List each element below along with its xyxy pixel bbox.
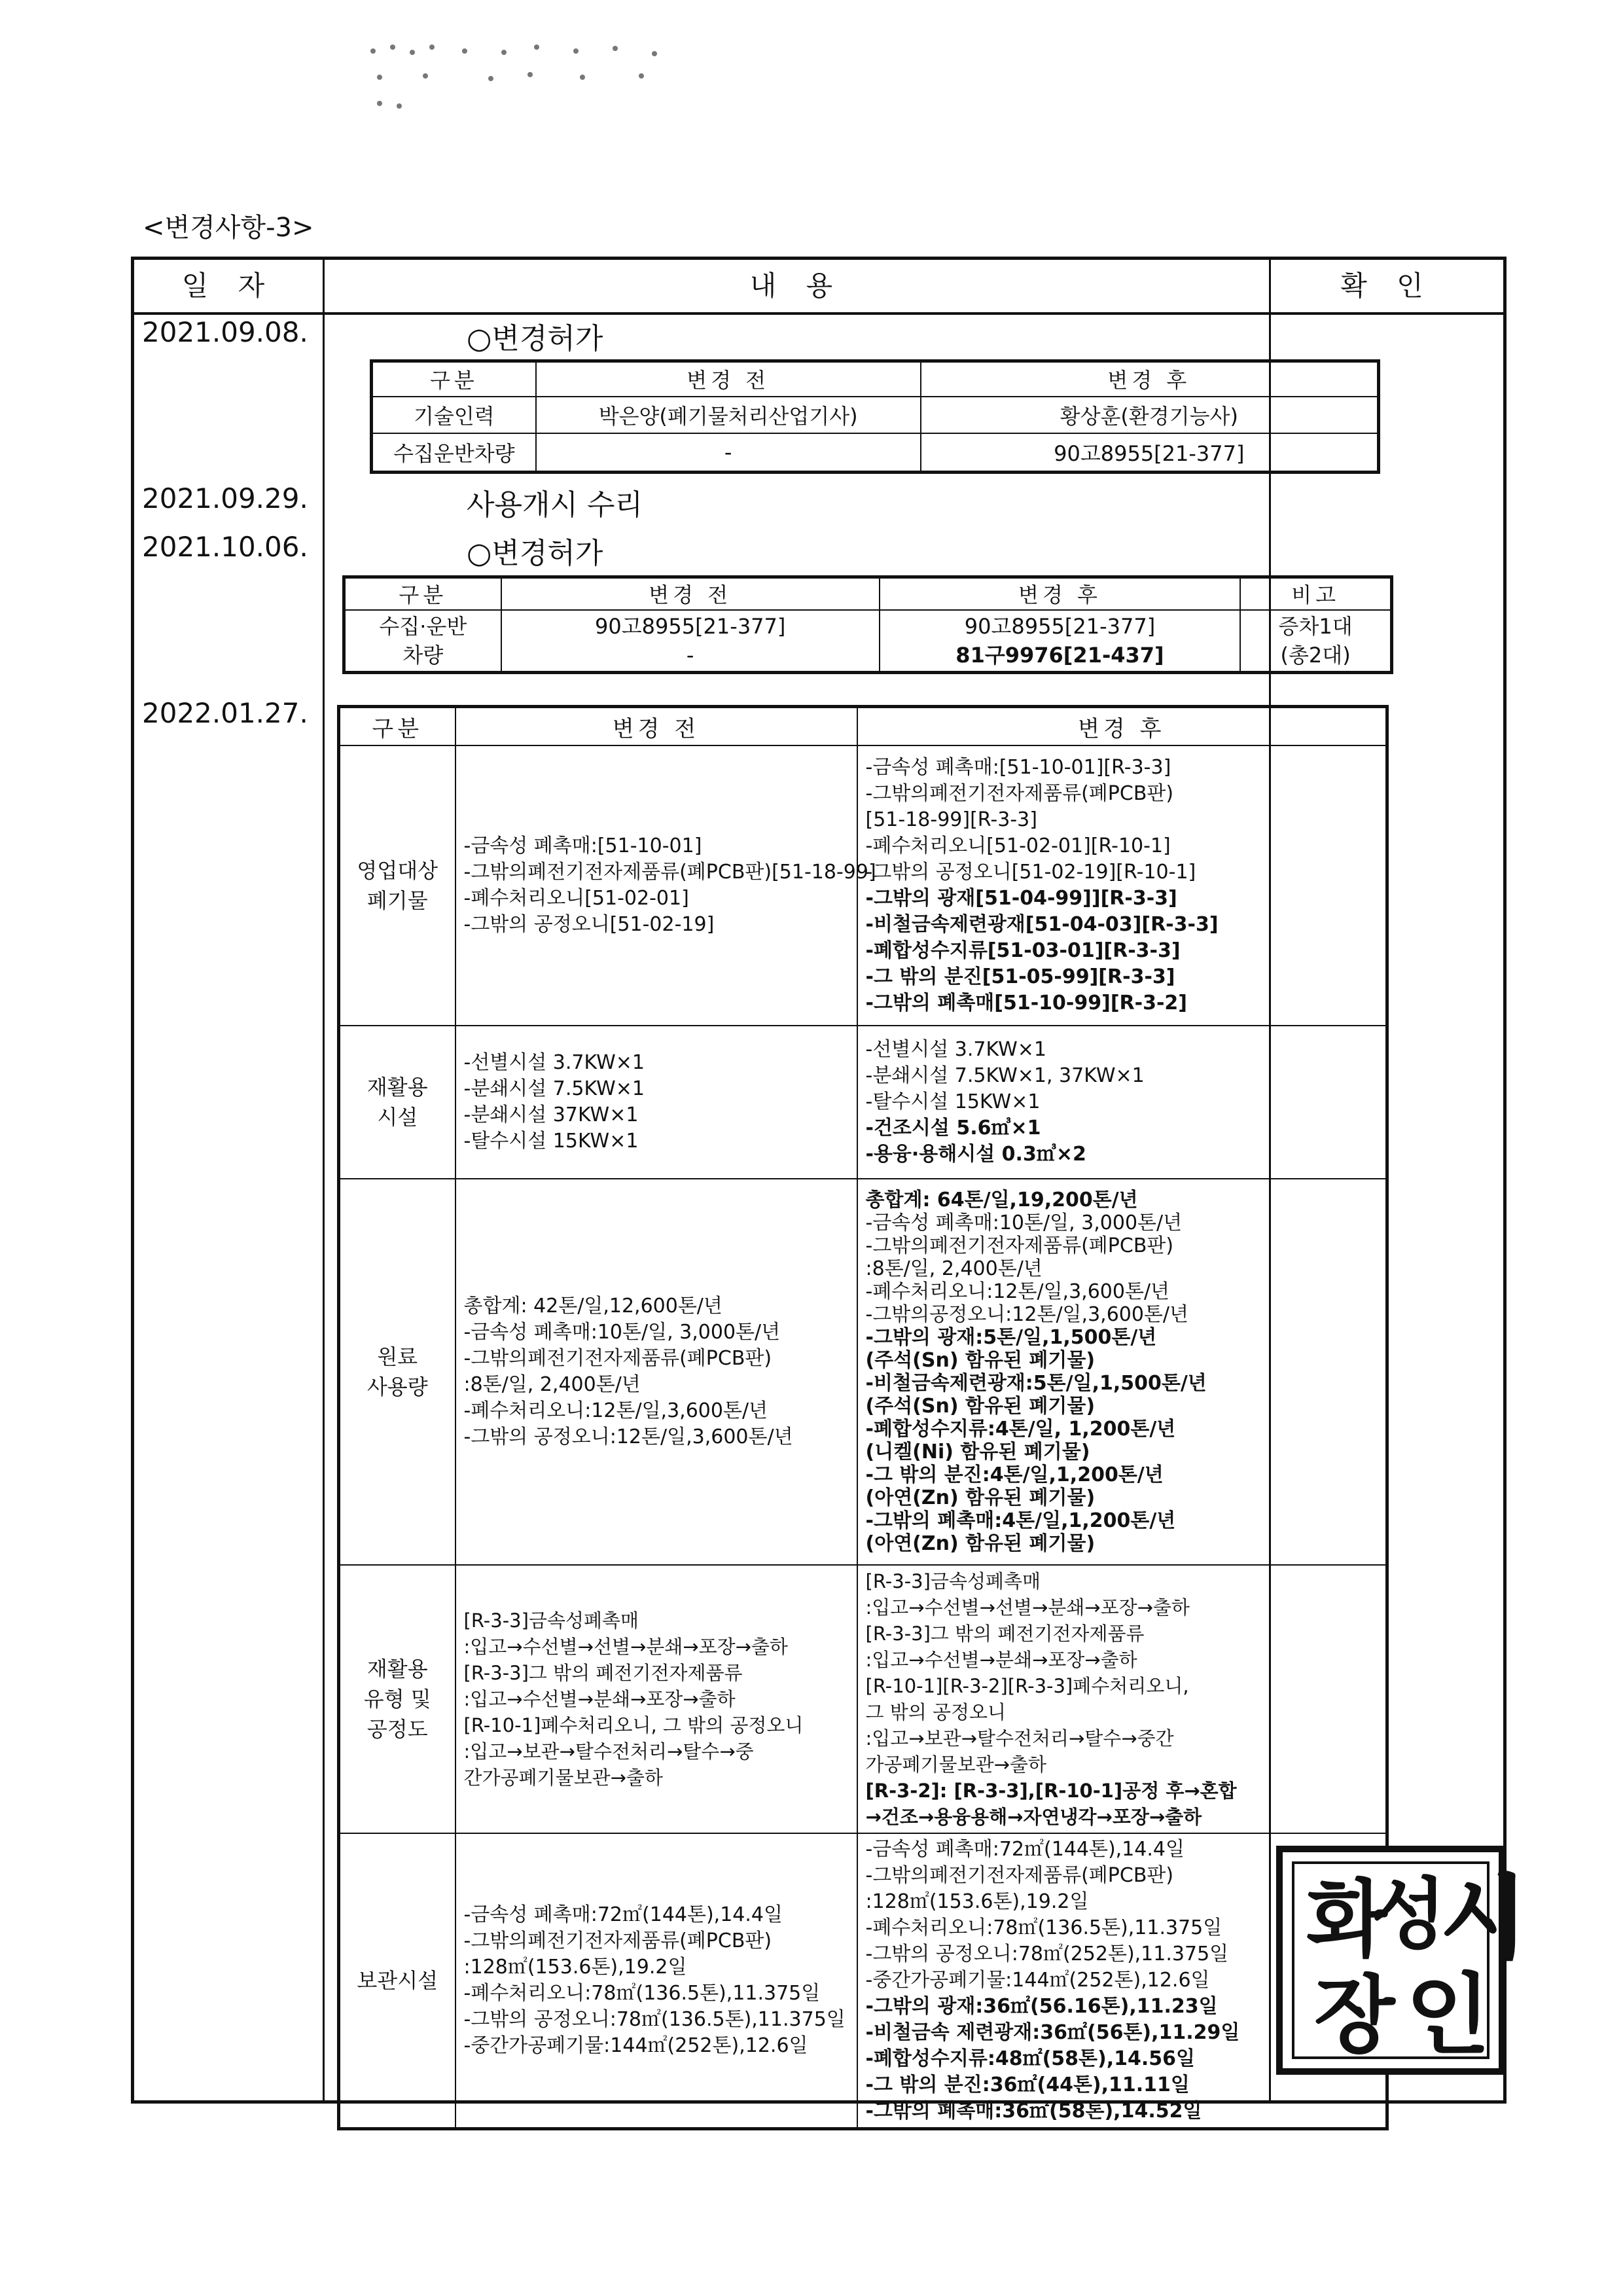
after-line: -그밖의 폐촉매[51-10-99][R-3-2]	[865, 992, 1188, 1014]
before-line: -분쇄시설 7.5KW×1	[463, 1077, 645, 1100]
table-cell: 90고8955[21-377]	[595, 613, 786, 639]
table-row	[339, 1565, 1387, 1833]
before-line: [R-3-3]금속성폐촉매	[463, 1609, 639, 1632]
entry-title: ○변경허가	[467, 322, 603, 355]
table-cell: 81구9976[21-437]	[955, 642, 1164, 668]
after-line: :입고→수선별→분쇄→포장→출하	[865, 1649, 1137, 1671]
after-line: -분쇄시설 7.5KW×1, 37KW×1	[865, 1064, 1145, 1087]
entry-date: 2021.09.08.	[142, 316, 308, 348]
before-line: :입고→수선별→분쇄→포장→출하	[463, 1688, 736, 1710]
after-line: -그 밖의 분진:36㎡(44톤),11.11일	[865, 2073, 1190, 2096]
after-line: -비철금속 제련광재:36㎡(56톤),11.29일	[865, 2021, 1240, 2044]
after-line: -그밖의폐전기전자제품류(폐PCB판)	[865, 1864, 1174, 1887]
table-cell: -	[686, 642, 694, 668]
after-line: -금속성 폐촉매:[51-10-01][R-3-3]	[865, 756, 1171, 779]
before-line: 총합계: 42톤/일,12,600톤/년	[463, 1295, 722, 1318]
col-header: 변경 전	[536, 361, 921, 397]
col-header: 구분	[372, 361, 536, 397]
table-cell: (총2대)	[1280, 642, 1351, 668]
row-label: 유형 및	[363, 1687, 431, 1712]
change-history-table	[131, 257, 1507, 2123]
row-label: 재활용	[366, 1075, 428, 1100]
after-line: -탈수시설 15KW×1	[865, 1090, 1041, 1113]
after-line: -그 밖의 분진[51-05-99][R-3-3]	[865, 965, 1175, 988]
after-line: 그 밖의 공정오니	[865, 1701, 1007, 1723]
after-line: -그밖의 광재:36㎡(56.16톤),11.23일	[865, 1995, 1218, 2018]
after-line: -그밖의 광재[51-04-99]][R-3-3]	[865, 887, 1177, 910]
header-content: 내 용	[749, 270, 844, 302]
after-line: -그밖의 공정오니[51-02-19][R-10-1]	[865, 861, 1196, 884]
after-line: -폐합성수지류:48㎡(58톤),14.56일	[865, 2047, 1195, 2070]
before-line: -선별시설 3.7KW×1	[463, 1051, 645, 1074]
table-cell: 수집·운반	[379, 613, 467, 639]
after-line: [R-3-3]금속성폐촉매	[865, 1570, 1041, 1592]
after-line: -폐합성수지류:4톤/일, 1,200톤/년	[865, 1418, 1176, 1441]
after-line: -중간가공폐기물:144㎡(252톤),12.6일	[865, 1969, 1210, 1992]
after-line: 총합계: 64톤/일,19,200톤/년	[865, 1189, 1138, 1211]
col-header: 변경 후	[857, 707, 1387, 746]
table-cell: 90고8955[21-377]	[921, 433, 1379, 473]
after-line: [R-3-2]: [R-3-3],[R-10-1]공정 후→혼합	[865, 1780, 1237, 1802]
entry-1-table	[370, 359, 1380, 474]
after-line: :입고→수선별→선별→분쇄→포장→출하	[865, 1596, 1190, 1619]
col-header: 구분	[339, 707, 455, 746]
entry-4-table	[337, 705, 1389, 2130]
before-line: -그밖의폐전기전자제품류(폐PCB판)	[463, 1347, 772, 1370]
after-line: -그밖의폐전기전자제품류(폐PCB판)	[865, 782, 1174, 805]
table-cell: 황상훈(환경기능사)	[921, 397, 1379, 433]
after-line: -비철금속제련광재:5톤/일,1,500톤/년	[865, 1372, 1207, 1395]
row-label: 시설	[377, 1105, 418, 1130]
after-line: -그밖의 폐촉매:4톤/일,1,200톤/년	[865, 1509, 1176, 1532]
before-line: -폐수처리오니:12톤/일,3,600톤/년	[463, 1399, 768, 1422]
table-row	[339, 745, 1387, 1026]
table-cell: 수집운반차량	[372, 433, 536, 473]
after-line: -폐수처리오니[51-02-01][R-10-1]	[865, 834, 1171, 857]
before-line: [R-10-1]폐수처리오니, 그 밖의 공정오니	[463, 1714, 804, 1736]
before-line: :입고→수선별→선별→분쇄→포장→출하	[463, 1636, 788, 1658]
before-line: -금속성 폐촉매:72㎡(144톤),14.4일	[463, 1903, 783, 1926]
seal-char: 인	[1406, 1964, 1491, 2066]
official-seal	[1276, 1846, 1529, 2075]
after-line: -선별시설 3.7KW×1	[865, 1038, 1046, 1061]
table-cell: 박은양(폐기물처리산업기사)	[536, 397, 921, 433]
table-row	[372, 433, 1379, 473]
after-line: [R-10-1][R-3-2][R-3-3]폐수처리오니,	[865, 1675, 1189, 1697]
before-line: -금속성 폐촉매:[51-10-01]	[463, 834, 702, 857]
after-line: -금속성 폐촉매:10톤/일, 3,000톤/년	[865, 1211, 1183, 1234]
before-line: -분쇄시설 37KW×1	[463, 1103, 639, 1126]
entry-title: 사용개시 수리	[467, 488, 643, 522]
col-header: 비고	[1240, 577, 1391, 610]
before-line: -그밖의폐전기전자제품류(폐PCB판)	[463, 1929, 772, 1952]
after-line: -그밖의 공정오니:78㎡(252톤),11.375일	[865, 1943, 1229, 1965]
after-line: -그밖의 광재:5톤/일,1,500톤/년	[865, 1326, 1157, 1349]
after-line: [51-18-99][R-3-3]	[865, 808, 1037, 831]
before-line: -그밖의폐전기전자제품류(폐PCB판)[51-18-99]	[463, 861, 876, 884]
row-label: 폐기물	[366, 888, 428, 913]
col-header: 변경 후	[921, 361, 1379, 397]
before-line: -금속성 폐촉매:10톤/일, 3,000톤/년	[463, 1321, 781, 1344]
table-cell: -	[536, 433, 921, 473]
after-line: →건조→용융용해→자연냉각→포장→출하	[865, 1806, 1202, 1828]
after-line: -그밖의 폐촉매:36㎡(58톤),14.52일	[865, 2100, 1202, 2123]
col-header: 구분	[344, 577, 501, 610]
before-line: -그밖의 공정오니:12톤/일,3,600톤/년	[463, 1426, 793, 1448]
before-line: -탈수시설 15KW×1	[463, 1130, 639, 1153]
after-line: -그밖의공정오니:12톤/일,3,600톤/년	[865, 1303, 1189, 1326]
seal-char: 시	[1440, 1865, 1529, 1972]
table-cell: 증차1대	[1278, 613, 1353, 639]
before-line: -폐수처리오니[51-02-01]	[463, 887, 689, 910]
after-line: -건조시설 5.6㎥×1	[865, 1117, 1041, 1139]
before-line: [R-3-3]그 밖의 폐전기전자제품류	[463, 1662, 743, 1684]
after-line: (아연(Zn) 함유된 폐기물)	[865, 1532, 1096, 1555]
row-label: 사용량	[366, 1374, 428, 1399]
row-label: 재활용	[366, 1657, 428, 1681]
after-line: :8톤/일, 2,400톤/년	[865, 1257, 1043, 1280]
before-line: -그밖의 공정오니:78㎡(136.5톤),11.375일	[463, 2008, 846, 2031]
after-line: :입고→보관→탈수전처리→탈수→중간	[865, 1727, 1174, 1749]
table-row	[339, 1026, 1387, 1179]
seal-char: 성	[1372, 1869, 1446, 1960]
after-line: -그밖의폐전기전자제품류(폐PCB판)	[865, 1234, 1174, 1257]
before-line: :128㎡(153.6톤),19.2일	[463, 1956, 687, 1979]
after-line: -금속성 폐촉매:72㎡(144톤),14.4일	[865, 1838, 1185, 1861]
entry-date: 2021.09.29.	[142, 482, 308, 514]
after-line: (니켈(Ni) 함유된 폐기물)	[865, 1441, 1090, 1463]
before-line: -그밖의 공정오니[51-02-19]	[463, 913, 715, 936]
table-row	[372, 397, 1379, 433]
table-cell: 기술인력	[372, 397, 536, 433]
before-line: :8톤/일, 2,400톤/년	[463, 1373, 641, 1396]
entry-3-table	[342, 575, 1393, 674]
punch-dots	[366, 38, 681, 117]
row-label: 공정도	[366, 1717, 428, 1742]
col-header: 변경 전	[501, 577, 880, 610]
after-line: :128㎡(153.6톤),19.2일	[865, 1890, 1089, 1913]
after-line: (주석(Sn) 함유된 폐기물)	[865, 1395, 1096, 1418]
table-cell: 차량	[402, 642, 444, 668]
after-line: -폐합성수지류[51-03-01][R-3-3]	[865, 939, 1181, 962]
after-line: -비철금속제련광재[51-04-03][R-3-3]	[865, 913, 1219, 936]
col-header: 변경 전	[455, 707, 857, 746]
entry-title: ○변경허가	[467, 537, 603, 570]
header-divider	[134, 312, 1503, 315]
before-line: 간가공폐기물보관→출하	[463, 1767, 663, 1789]
table-row	[339, 1833, 1387, 2129]
after-line: (아연(Zn) 함유된 폐기물)	[865, 1486, 1096, 1509]
after-line: -폐수처리오니:78㎡(136.5톤),11.375일	[865, 1916, 1222, 1939]
table-row	[344, 610, 1392, 673]
after-line: -그 밖의 분진:4톤/일,1,200톤/년	[865, 1463, 1164, 1486]
after-line: [R-3-3]그 밖의 폐전기전자제품류	[865, 1623, 1145, 1645]
after-line: 가공폐기물보관→출하	[865, 1753, 1046, 1776]
seal-char: 장	[1314, 1967, 1395, 2064]
row-label: 원료	[377, 1344, 418, 1369]
table-cell: 90고8955[21-377]	[964, 613, 1156, 639]
row-label: 영업대상	[357, 858, 438, 883]
after-line: (주석(Sn) 함유된 폐기물)	[865, 1349, 1096, 1372]
before-line: -폐수처리오니:78㎡(136.5톤),11.375일	[463, 1982, 821, 2005]
header-confirm: 확 인	[1340, 270, 1434, 302]
row-label: 보관시설	[357, 1968, 438, 1993]
entry-date: 2021.10.06.	[142, 531, 308, 563]
header-date: 일 자	[181, 270, 276, 302]
after-line: -용융·용해시설 0.3㎥×2	[865, 1143, 1086, 1166]
after-line: -폐수처리오니:12톤/일,3,600톤/년	[865, 1280, 1170, 1303]
seal-char: 화	[1306, 1871, 1387, 1969]
page-title: <변경사항-3>	[143, 213, 314, 243]
before-line: :입고→보관→탈수전처리→탈수→중	[463, 1740, 754, 1763]
before-line: -중간가공폐기물:144㎡(252톤),12.6일	[463, 2034, 808, 2057]
col-header: 변경 후	[880, 577, 1240, 610]
table-row	[339, 1179, 1387, 1565]
entry-date: 2022.01.27.	[142, 697, 308, 729]
